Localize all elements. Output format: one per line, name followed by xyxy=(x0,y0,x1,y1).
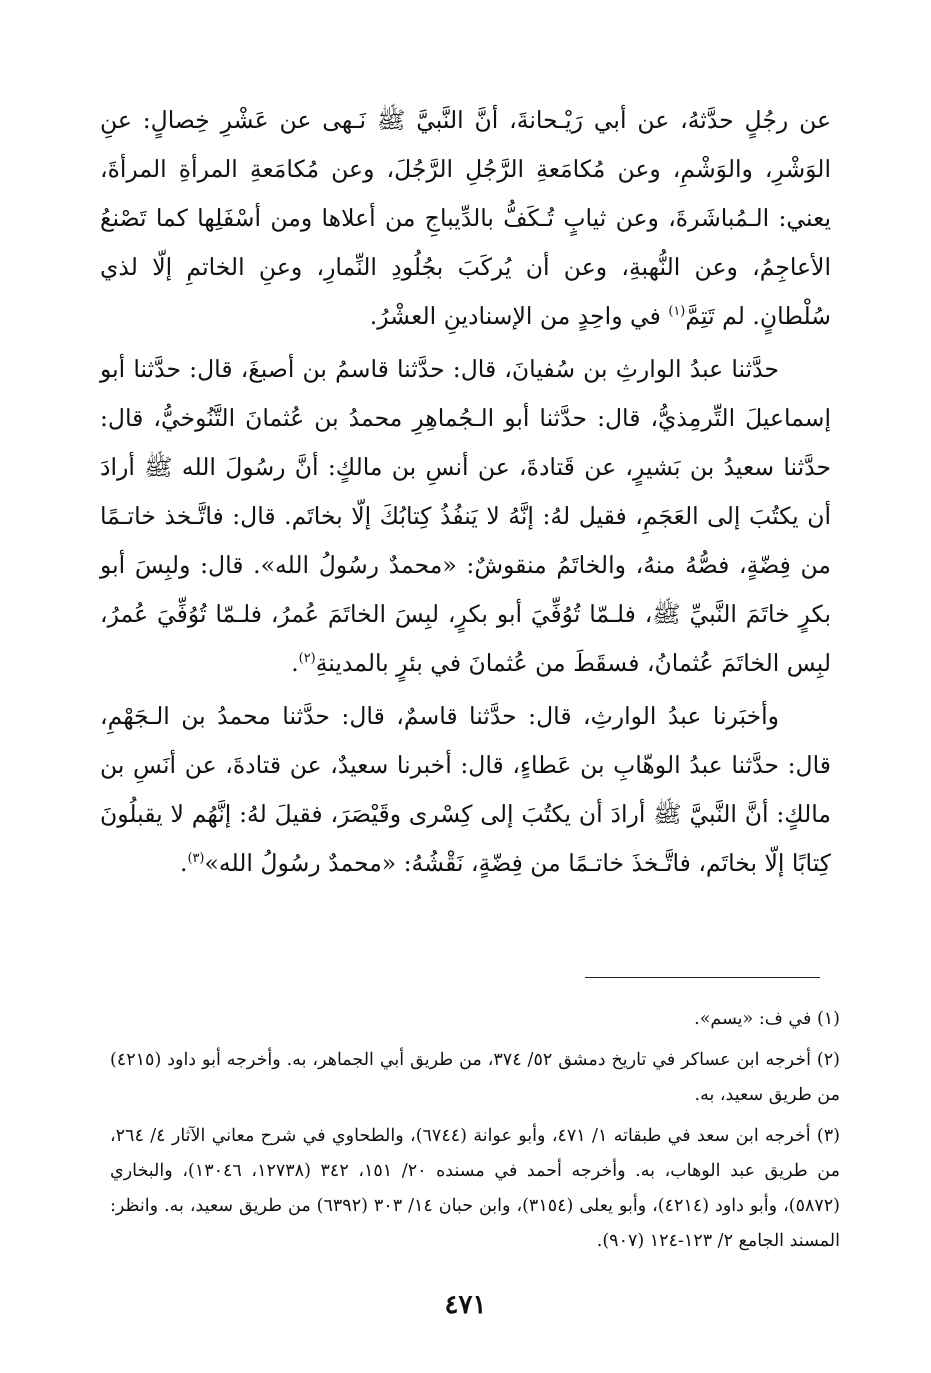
footnote-2: (٢) أخرجه ابن عساكر في تاريخ دمشق ٥٢/ ٣٧٤، من طريق أبي الجماهر، به. وأخرجه أبو داود (٤٢١٥) من طريق سعيد، به. xyxy=(110,1050,840,1105)
footnote-1: (١) في ف: «يسم». xyxy=(694,1009,840,1029)
paragraph-1 xyxy=(100,96,831,341)
footnote-ref-2: (٢) xyxy=(298,651,316,667)
footnotes xyxy=(110,1002,840,1265)
paragraph-1-text: عن رجُلٍ حدَّثهُ، عن أبي رَيْـحانةَ، أنَّ النَّبيَّ ﷺ نَـهى عن عَشْرِ خِصالٍ: عنِ الوَشْرِ، والوَشْمِ، وعن مُكامَعةِ الرَّجُلِ الرَّجُلَ، وعن مُكامَعةِ المرأةِ المرأةَ، يعني: الـمُباشَرةَ، وعن ثيابٍ تُـكَفُّ بالدِّيباجِ من أعلاها ومن أسْفَلِها كما تَصْنعُ الأعاجِمُ، وعن النُّهبةِ، وعن أن يُركَبَ بجُلُودِ النِّمارِ، وعنِ الخاتمِ إلّا لذي سُلْطانٍ. لم تَتِمَّ xyxy=(100,106,831,330)
paragraph-1-tail: في واحِدٍ من الإسنادينِ العشْرُ. xyxy=(369,302,669,330)
paragraph-2-tail: . xyxy=(291,649,299,677)
paragraph-2 xyxy=(100,345,831,688)
footnote-ref-1: (١) xyxy=(668,304,686,320)
paragraph-3-text: وأخبَرنا عبدُ الوارثِ، قال: حدَّثنا قاسمٌ، قال: حدَّثنا محمدُ بن الـجَهْمِ، قال: حدَّثنا عبدُ الوهّابِ بن عَطاءٍ، قال: أخبرنا سعيدٌ، عن قتادةَ، عن أنَسِ بن مالكٍ: أنَّ النَّبيَّ ﷺ أرادَ أن يكتُبَ إلى كِسْرى وقَيْصَرَ، فقيلَ لهُ: إنَّهُم لا يقبلُونَ كِتابًا إلّا بخاتَم، فاتَّـخذَ خاتـمًا من فِضّةٍ، نَقْشُهُ: «محمدٌ رسُولُ الله» xyxy=(100,702,831,877)
main-text xyxy=(100,96,831,888)
paragraph-2-text: حدَّثنا عبدُ الوارثِ بن سُفيانَ، قال: حدَّثنا قاسمُ بن أصبغَ، قال: حدَّثنا أبو إسماعيلَ التِّرمِذيُّ، قال: حدَّثنا أبو الـجُماهِرِ محمدُ بن عُثمانَ التَّنُوخيُّ، قال: حدَّثنا سعيدُ بن بَشيرٍ، عن قَتادةَ، عن أنسِ بن مالكٍ: أنَّ رسُولَ الله ﷺ أرادَ أن يكتُبَ إلى العَجَمِ، فقيل لهُ: إنَّهُ لا يَنفُذُ كِتابُكَ إلّا بخاتَم. قال: فاتَّـخذ خاتـمًا من فِضّةٍ، فصُّهُ منهُ، والخاتَمُ منقوشٌ: «محمدٌ رسُولُ الله». قال: ولبِسَ أبو بكرٍ خاتَمَ النَّبيِّ ﷺ، فلـمّا تُوُفِّيَ أبو بكرٍ، لبِسَ الخاتَمَ عُمرُ، فلـمّا تُوُفِّيَ عُمرُ، لبِس الخاتَمَ عُثمانُ، فسقَطَ من عُثمانَ في بئرٍ بالمدينةِ xyxy=(100,355,831,677)
page-number: ٤٧١ xyxy=(444,1290,487,1320)
footnote-3: (٣) أخرجه ابن سعد في طبقاته ١/ ٤٧١، وأبو عوانة (٦٧٤٤)، والطحاوي في شرح معاني الآثار ٤/ ٢٦٤، من طريق عبد الوهاب، به. وأخرجه أحمد في مسنده ٢٠/ ١٥١، ٣٤٢ (١٢٧٣٨، ١٣٠٤٦)، والبخاري (٥٨٧٢)، وأبو داود (٤٢١٤)، وأبو يعلى (٣١٥٤)، وابن حبان ١٤/ ٣٠٣ (٦٣٩٢) من طريق سعيد، به. وانظر: المسند الجامع ٢/ ١٢٣-١٢٤ (٩٠٧). xyxy=(110,1126,840,1251)
paragraph-3-tail: . xyxy=(179,849,188,877)
footnote-separator xyxy=(585,977,820,978)
paragraph-3 xyxy=(100,692,831,888)
footnote-ref-3: (٣) xyxy=(187,851,205,867)
